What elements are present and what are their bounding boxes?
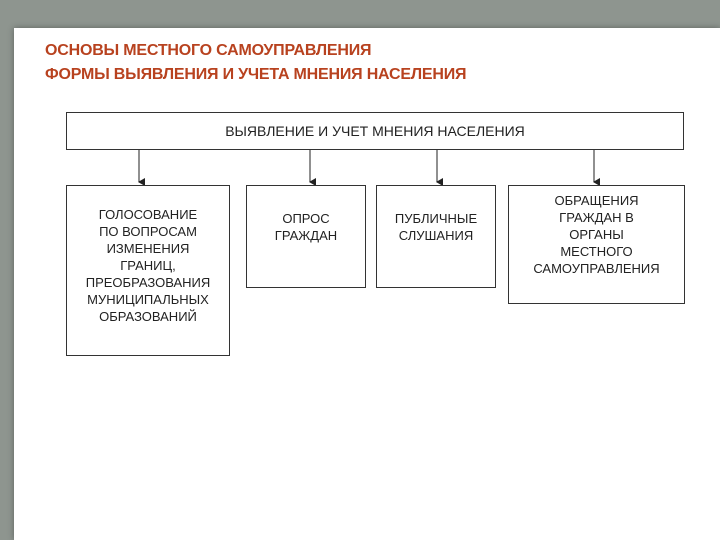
appeals-line: МЕСТНОГО [560,244,633,259]
voting-line: ПО ВОПРОСАМ [99,224,197,239]
child-box-hearings [376,185,496,288]
root-label: ВЫЯВЛЕНИЕ И УЧЕТ МНЕНИЯ НАСЕЛЕНИЯ [225,122,525,139]
title-line-2: ФОРМЫ ВЫЯВЛЕНИЯ И УЧЕТА МНЕНИЯ НАСЕЛЕНИЯ [45,66,467,83]
appeals-line: ГРАЖДАН В [559,210,634,225]
child-box-voting [66,185,230,356]
survey-line: ОПРОС [282,211,330,226]
root-box [66,112,684,150]
child-box-survey [246,185,366,288]
hearings-line: ПУБЛИЧНЫЕ [394,211,478,226]
voting-line: ПРЕОБРАЗОВАНИЯ [85,275,211,290]
voting-line: ГРАНИЦ, [120,258,176,273]
appeals-line: ОРГАНЫ [569,227,624,242]
child-box-appeals [508,185,685,304]
voting-line: ОБРАЗОВАНИЙ [99,309,197,324]
hearings-line: СЛУШАНИЯ [398,228,474,243]
survey-line: ГРАЖДАН [274,228,338,243]
appeals-line: САМОУПРАВЛЕНИЯ [533,261,660,276]
voting-line: МУНИЦИПАЛЬНЫХ [87,292,209,307]
appeals-line: ОБРАЩЕНИЯ [554,193,639,208]
title-line-1: ОСНОВЫ МЕСТНОГО САМОУПРАВЛЕНИЯ [45,42,372,59]
voting-line: ИЗМЕНЕНИЯ [106,241,190,256]
voting-line: ГОЛОСОВАНИЕ [98,207,198,222]
